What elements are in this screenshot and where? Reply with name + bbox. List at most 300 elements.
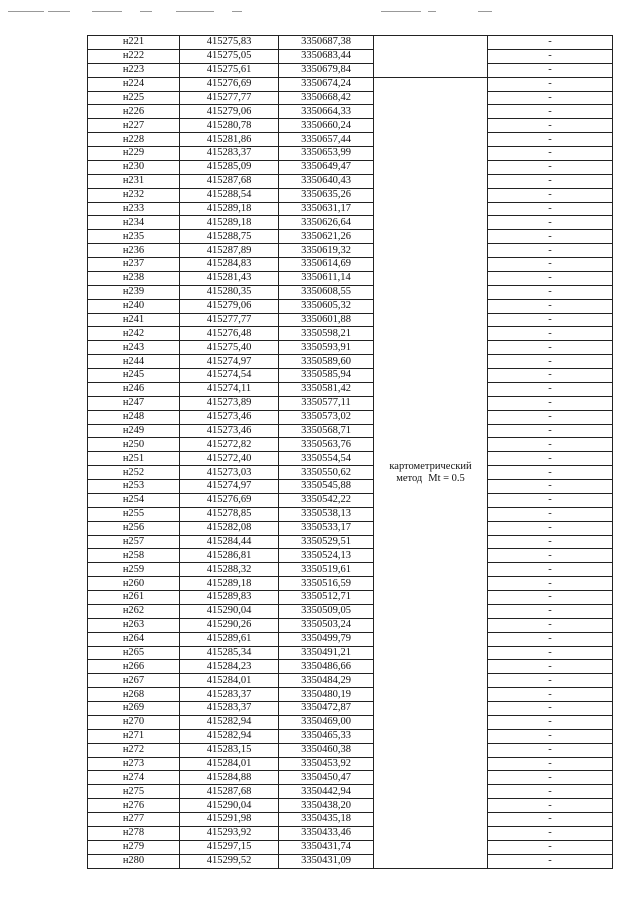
accuracy-cell: - (488, 466, 613, 480)
x-coordinate-cell: 415290,04 (180, 799, 279, 813)
accuracy-cell: - (488, 147, 613, 161)
x-coordinate-cell: 415282,94 (180, 729, 279, 743)
point-name-cell: н259 (88, 563, 180, 577)
table-row (88, 618, 613, 632)
x-coordinate-cell: 415279,06 (180, 105, 279, 119)
point-name-cell: н228 (88, 133, 180, 147)
table-row (88, 133, 613, 147)
point-name-cell: н221 (88, 36, 180, 50)
point-name-cell: н269 (88, 702, 180, 716)
accuracy-cell: - (488, 813, 613, 827)
accuracy-cell: - (488, 36, 613, 50)
point-name-cell: н260 (88, 577, 180, 591)
x-coordinate-cell: 415273,89 (180, 396, 279, 410)
point-name-cell: н254 (88, 493, 180, 507)
x-coordinate-cell: 415275,83 (180, 36, 279, 50)
table-row (88, 105, 613, 119)
table-row (88, 535, 613, 549)
table-row (88, 660, 613, 674)
y-coordinate-cell: 3350660,24 (279, 119, 374, 133)
accuracy-cell: - (488, 840, 613, 854)
point-name-cell: н231 (88, 174, 180, 188)
x-coordinate-cell: 415276,48 (180, 327, 279, 341)
y-coordinate-cell: 3350640,43 (279, 174, 374, 188)
x-coordinate-cell: 415289,61 (180, 632, 279, 646)
y-coordinate-cell: 3350529,51 (279, 535, 374, 549)
x-coordinate-cell: 415274,54 (180, 369, 279, 383)
table-row (88, 188, 613, 202)
y-coordinate-cell: 3350679,84 (279, 63, 374, 77)
method-cell-empty (374, 36, 488, 78)
table-row (88, 424, 613, 438)
x-coordinate-cell: 415275,05 (180, 49, 279, 63)
table-row (88, 688, 613, 702)
table-row (88, 160, 613, 174)
accuracy-cell: - (488, 160, 613, 174)
x-coordinate-cell: 415276,69 (180, 493, 279, 507)
accuracy-cell: - (488, 202, 613, 216)
accuracy-cell: - (488, 674, 613, 688)
method-accuracy-line (374, 473, 487, 485)
y-coordinate-cell: 3350598,21 (279, 327, 374, 341)
x-coordinate-cell: 415288,32 (180, 563, 279, 577)
accuracy-cell: - (488, 618, 613, 632)
point-name-cell: н280 (88, 854, 180, 868)
table-row (88, 396, 613, 410)
y-coordinate-cell: 3350469,00 (279, 715, 374, 729)
x-coordinate-cell: 415277,77 (180, 313, 279, 327)
y-coordinate-cell: 3350484,29 (279, 674, 374, 688)
scan-mark (478, 11, 492, 12)
accuracy-cell: - (488, 299, 613, 313)
accuracy-cell: - (488, 660, 613, 674)
point-name-cell: н244 (88, 355, 180, 369)
table-row (88, 493, 613, 507)
accuracy-cell: - (488, 632, 613, 646)
y-coordinate-cell: 3350442,94 (279, 785, 374, 799)
coordinates-table-body (88, 36, 613, 869)
x-coordinate-cell: 415282,94 (180, 715, 279, 729)
x-coordinate-cell: 415276,69 (180, 77, 279, 91)
table-row (88, 591, 613, 605)
accuracy-cell: - (488, 258, 613, 272)
y-coordinate-cell: 3350538,13 (279, 507, 374, 521)
scan-mark (176, 11, 214, 12)
table-row (88, 521, 613, 535)
accuracy-cell: - (488, 799, 613, 813)
accuracy-cell: - (488, 604, 613, 618)
point-name-cell: н265 (88, 646, 180, 660)
x-coordinate-cell: 415291,98 (180, 813, 279, 827)
y-coordinate-cell: 3350581,42 (279, 382, 374, 396)
y-coordinate-cell: 3350585,94 (279, 369, 374, 383)
accuracy-cell: - (488, 188, 613, 202)
point-name-cell: н243 (88, 341, 180, 355)
point-name-cell: н242 (88, 327, 180, 341)
point-name-cell: н258 (88, 549, 180, 563)
accuracy-cell: - (488, 521, 613, 535)
accuracy-cell: - (488, 313, 613, 327)
accuracy-cell: - (488, 369, 613, 383)
point-name-cell: н238 (88, 271, 180, 285)
accuracy-cell: - (488, 480, 613, 494)
y-coordinate-cell: 3350503,24 (279, 618, 374, 632)
accuracy-cell: - (488, 549, 613, 563)
x-coordinate-cell: 415289,83 (180, 591, 279, 605)
point-name-cell: н266 (88, 660, 180, 674)
accuracy-cell: - (488, 174, 613, 188)
x-coordinate-cell: 415289,18 (180, 216, 279, 230)
accuracy-cell: - (488, 105, 613, 119)
point-name-cell: н251 (88, 452, 180, 466)
method-name: картометрический (389, 460, 472, 472)
y-coordinate-cell: 3350509,05 (279, 604, 374, 618)
y-coordinate-cell: 3350533,17 (279, 521, 374, 535)
coordinates-table (87, 35, 613, 869)
table-row (88, 36, 613, 50)
x-coordinate-cell: 415283,37 (180, 688, 279, 702)
point-name-cell: н261 (88, 591, 180, 605)
y-coordinate-cell: 3350512,71 (279, 591, 374, 605)
x-coordinate-cell: 415278,85 (180, 507, 279, 521)
table-row (88, 216, 613, 230)
scan-mark (428, 11, 436, 12)
point-name-cell: н272 (88, 743, 180, 757)
y-coordinate-cell: 3350608,55 (279, 285, 374, 299)
point-name-cell: н229 (88, 147, 180, 161)
accuracy-cell: - (488, 854, 613, 868)
table-row (88, 646, 613, 660)
table-row (88, 785, 613, 799)
accuracy-cell: - (488, 452, 613, 466)
table-row (88, 480, 613, 494)
point-name-cell: н263 (88, 618, 180, 632)
accuracy-cell: - (488, 757, 613, 771)
accuracy-cell: - (488, 285, 613, 299)
x-coordinate-cell: 415277,77 (180, 91, 279, 105)
table-row (88, 757, 613, 771)
point-name-cell: н225 (88, 91, 180, 105)
point-name-cell: н268 (88, 688, 180, 702)
x-coordinate-cell: 415283,37 (180, 702, 279, 716)
y-coordinate-cell: 3350626,64 (279, 216, 374, 230)
x-coordinate-cell: 415287,89 (180, 244, 279, 258)
method-mt-value: Mt = 0.5 (428, 472, 465, 484)
accuracy-cell: - (488, 535, 613, 549)
y-coordinate-cell: 3350499,79 (279, 632, 374, 646)
accuracy-cell: - (488, 646, 613, 660)
accuracy-cell: - (488, 424, 613, 438)
y-coordinate-cell: 3350550,62 (279, 466, 374, 480)
table-row (88, 854, 613, 868)
y-coordinate-cell: 3350480,19 (279, 688, 374, 702)
accuracy-cell: - (488, 355, 613, 369)
point-name-cell: н236 (88, 244, 180, 258)
table-row (88, 77, 613, 91)
table-row (88, 452, 613, 466)
y-coordinate-cell: 3350621,26 (279, 230, 374, 244)
accuracy-cell: - (488, 119, 613, 133)
point-name-cell: н232 (88, 188, 180, 202)
x-coordinate-cell: 415285,34 (180, 646, 279, 660)
y-coordinate-cell: 3350649,47 (279, 160, 374, 174)
point-name-cell: н276 (88, 799, 180, 813)
accuracy-cell: - (488, 438, 613, 452)
point-name-cell: н257 (88, 535, 180, 549)
accuracy-cell: - (488, 230, 613, 244)
table-row (88, 743, 613, 757)
y-coordinate-cell: 3350619,32 (279, 244, 374, 258)
point-name-cell: н256 (88, 521, 180, 535)
point-name-cell: н255 (88, 507, 180, 521)
scan-mark (8, 11, 44, 12)
accuracy-cell: - (488, 743, 613, 757)
table-row (88, 369, 613, 383)
table-row (88, 285, 613, 299)
scan-mark (92, 11, 122, 12)
table-row (88, 299, 613, 313)
accuracy-cell: - (488, 244, 613, 258)
x-coordinate-cell: 415284,01 (180, 674, 279, 688)
x-coordinate-cell: 415290,26 (180, 618, 279, 632)
y-coordinate-cell: 3350601,88 (279, 313, 374, 327)
scan-mark (48, 11, 70, 12)
accuracy-cell: - (488, 493, 613, 507)
point-name-cell: н248 (88, 410, 180, 424)
y-coordinate-cell: 3350542,22 (279, 493, 374, 507)
x-coordinate-cell: 415272,40 (180, 452, 279, 466)
table-row (88, 91, 613, 105)
table-row (88, 63, 613, 77)
y-coordinate-cell: 3350664,33 (279, 105, 374, 119)
accuracy-cell: - (488, 826, 613, 840)
x-coordinate-cell: 415274,97 (180, 355, 279, 369)
point-name-cell: н264 (88, 632, 180, 646)
y-coordinate-cell: 3350614,69 (279, 258, 374, 272)
table-row (88, 840, 613, 854)
x-coordinate-cell: 415282,08 (180, 521, 279, 535)
point-name-cell: н240 (88, 299, 180, 313)
point-name-cell: н247 (88, 396, 180, 410)
y-coordinate-cell: 3350431,09 (279, 854, 374, 868)
y-coordinate-cell: 3350573,02 (279, 410, 374, 424)
x-coordinate-cell: 415274,11 (180, 382, 279, 396)
table-row (88, 313, 613, 327)
y-coordinate-cell: 3350577,11 (279, 396, 374, 410)
point-name-cell: н246 (88, 382, 180, 396)
y-coordinate-cell: 3350516,59 (279, 577, 374, 591)
x-coordinate-cell: 415273,46 (180, 410, 279, 424)
table-row (88, 771, 613, 785)
point-name-cell: н250 (88, 438, 180, 452)
accuracy-cell: - (488, 327, 613, 341)
table-row (88, 202, 613, 216)
point-name-cell: н253 (88, 480, 180, 494)
accuracy-cell: - (488, 63, 613, 77)
y-coordinate-cell: 3350433,46 (279, 826, 374, 840)
x-coordinate-cell: 415280,35 (180, 285, 279, 299)
accuracy-cell: - (488, 729, 613, 743)
y-coordinate-cell: 3350563,76 (279, 438, 374, 452)
y-coordinate-cell: 3350611,14 (279, 271, 374, 285)
y-coordinate-cell: 3350453,92 (279, 757, 374, 771)
accuracy-cell: - (488, 563, 613, 577)
y-coordinate-cell: 3350519,61 (279, 563, 374, 577)
point-name-cell: н233 (88, 202, 180, 216)
x-coordinate-cell: 415284,44 (180, 535, 279, 549)
accuracy-cell: - (488, 271, 613, 285)
y-coordinate-cell: 3350450,47 (279, 771, 374, 785)
point-name-cell: н271 (88, 729, 180, 743)
x-coordinate-cell: 415289,18 (180, 202, 279, 216)
table-row (88, 604, 613, 618)
y-coordinate-cell: 3350653,99 (279, 147, 374, 161)
y-coordinate-cell: 3350589,60 (279, 355, 374, 369)
accuracy-cell: - (488, 382, 613, 396)
y-coordinate-cell: 3350554,54 (279, 452, 374, 466)
accuracy-cell: - (488, 133, 613, 147)
y-coordinate-cell: 3350635,26 (279, 188, 374, 202)
x-coordinate-cell: 415273,46 (180, 424, 279, 438)
accuracy-cell: - (488, 91, 613, 105)
point-name-cell: н252 (88, 466, 180, 480)
table-row (88, 715, 613, 729)
table-row (88, 382, 613, 396)
table-row (88, 258, 613, 272)
table-row (88, 507, 613, 521)
point-name-cell: н223 (88, 63, 180, 77)
accuracy-cell: - (488, 771, 613, 785)
accuracy-cell: - (488, 785, 613, 799)
point-name-cell: н235 (88, 230, 180, 244)
accuracy-cell: - (488, 216, 613, 230)
x-coordinate-cell: 415275,61 (180, 63, 279, 77)
point-name-cell: н245 (88, 369, 180, 383)
point-name-cell: н273 (88, 757, 180, 771)
point-name-cell: н230 (88, 160, 180, 174)
table-row (88, 410, 613, 424)
y-coordinate-cell: 3350568,71 (279, 424, 374, 438)
point-name-cell: н262 (88, 604, 180, 618)
x-coordinate-cell: 415289,18 (180, 577, 279, 591)
point-name-cell: н224 (88, 77, 180, 91)
x-coordinate-cell: 415275,40 (180, 341, 279, 355)
accuracy-cell: - (488, 410, 613, 424)
x-coordinate-cell: 415281,86 (180, 133, 279, 147)
accuracy-cell: - (488, 77, 613, 91)
point-name-cell: н277 (88, 813, 180, 827)
point-name-cell: н227 (88, 119, 180, 133)
x-coordinate-cell: 415283,15 (180, 743, 279, 757)
table-row (88, 563, 613, 577)
accuracy-cell: - (488, 577, 613, 591)
table-row (88, 799, 613, 813)
table-row (88, 119, 613, 133)
x-coordinate-cell: 415284,01 (180, 757, 279, 771)
point-name-cell: н226 (88, 105, 180, 119)
table-row (88, 271, 613, 285)
accuracy-cell: - (488, 49, 613, 63)
point-name-cell: н279 (88, 840, 180, 854)
x-coordinate-cell: 415287,68 (180, 785, 279, 799)
table-row (88, 49, 613, 63)
point-name-cell: н267 (88, 674, 180, 688)
x-coordinate-cell: 415299,52 (180, 854, 279, 868)
y-coordinate-cell: 3350472,87 (279, 702, 374, 716)
method-word: метод (396, 472, 423, 484)
point-name-cell: н237 (88, 258, 180, 272)
table-row (88, 702, 613, 716)
x-coordinate-cell: 415287,68 (180, 174, 279, 188)
table-row (88, 355, 613, 369)
y-coordinate-cell: 3350524,13 (279, 549, 374, 563)
x-coordinate-cell: 415283,37 (180, 147, 279, 161)
y-coordinate-cell: 3350438,20 (279, 799, 374, 813)
x-coordinate-cell: 415284,83 (180, 258, 279, 272)
y-coordinate-cell: 3350460,38 (279, 743, 374, 757)
x-coordinate-cell: 415284,88 (180, 771, 279, 785)
table-row (88, 813, 613, 827)
table-row (88, 174, 613, 188)
point-name-cell: н249 (88, 424, 180, 438)
x-coordinate-cell: 415284,23 (180, 660, 279, 674)
table-row (88, 230, 613, 244)
y-coordinate-cell: 3350631,17 (279, 202, 374, 216)
point-name-cell: н241 (88, 313, 180, 327)
point-name-cell: н234 (88, 216, 180, 230)
y-coordinate-cell: 3350683,44 (279, 49, 374, 63)
y-coordinate-cell: 3350465,33 (279, 729, 374, 743)
accuracy-cell: - (488, 688, 613, 702)
y-coordinate-cell: 3350674,24 (279, 77, 374, 91)
table-row (88, 632, 613, 646)
x-coordinate-cell: 415274,97 (180, 480, 279, 494)
point-name-cell: н274 (88, 771, 180, 785)
y-coordinate-cell: 3350431,74 (279, 840, 374, 854)
y-coordinate-cell: 3350657,44 (279, 133, 374, 147)
x-coordinate-cell: 415279,06 (180, 299, 279, 313)
x-coordinate-cell: 415297,15 (180, 840, 279, 854)
x-coordinate-cell: 415286,81 (180, 549, 279, 563)
scan-mark (381, 11, 421, 12)
y-coordinate-cell: 3350435,18 (279, 813, 374, 827)
y-coordinate-cell: 3350593,91 (279, 341, 374, 355)
point-name-cell: н275 (88, 785, 180, 799)
x-coordinate-cell: 415285,09 (180, 160, 279, 174)
x-coordinate-cell: 415272,82 (180, 438, 279, 452)
accuracy-cell: - (488, 341, 613, 355)
table-row (88, 244, 613, 258)
accuracy-cell: - (488, 715, 613, 729)
table-row (88, 438, 613, 452)
point-name-cell: н278 (88, 826, 180, 840)
accuracy-cell: - (488, 507, 613, 521)
x-coordinate-cell: 415288,54 (180, 188, 279, 202)
y-coordinate-cell: 3350486,66 (279, 660, 374, 674)
scan-mark (140, 11, 152, 12)
point-name-cell: н270 (88, 715, 180, 729)
x-coordinate-cell: 415281,43 (180, 271, 279, 285)
table-row (88, 674, 613, 688)
y-coordinate-cell: 3350668,42 (279, 91, 374, 105)
scan-mark (232, 11, 242, 12)
table-row (88, 341, 613, 355)
x-coordinate-cell: 415273,03 (180, 466, 279, 480)
table-row (88, 466, 613, 480)
table-row (88, 826, 613, 840)
accuracy-cell: - (488, 396, 613, 410)
table-row (88, 577, 613, 591)
